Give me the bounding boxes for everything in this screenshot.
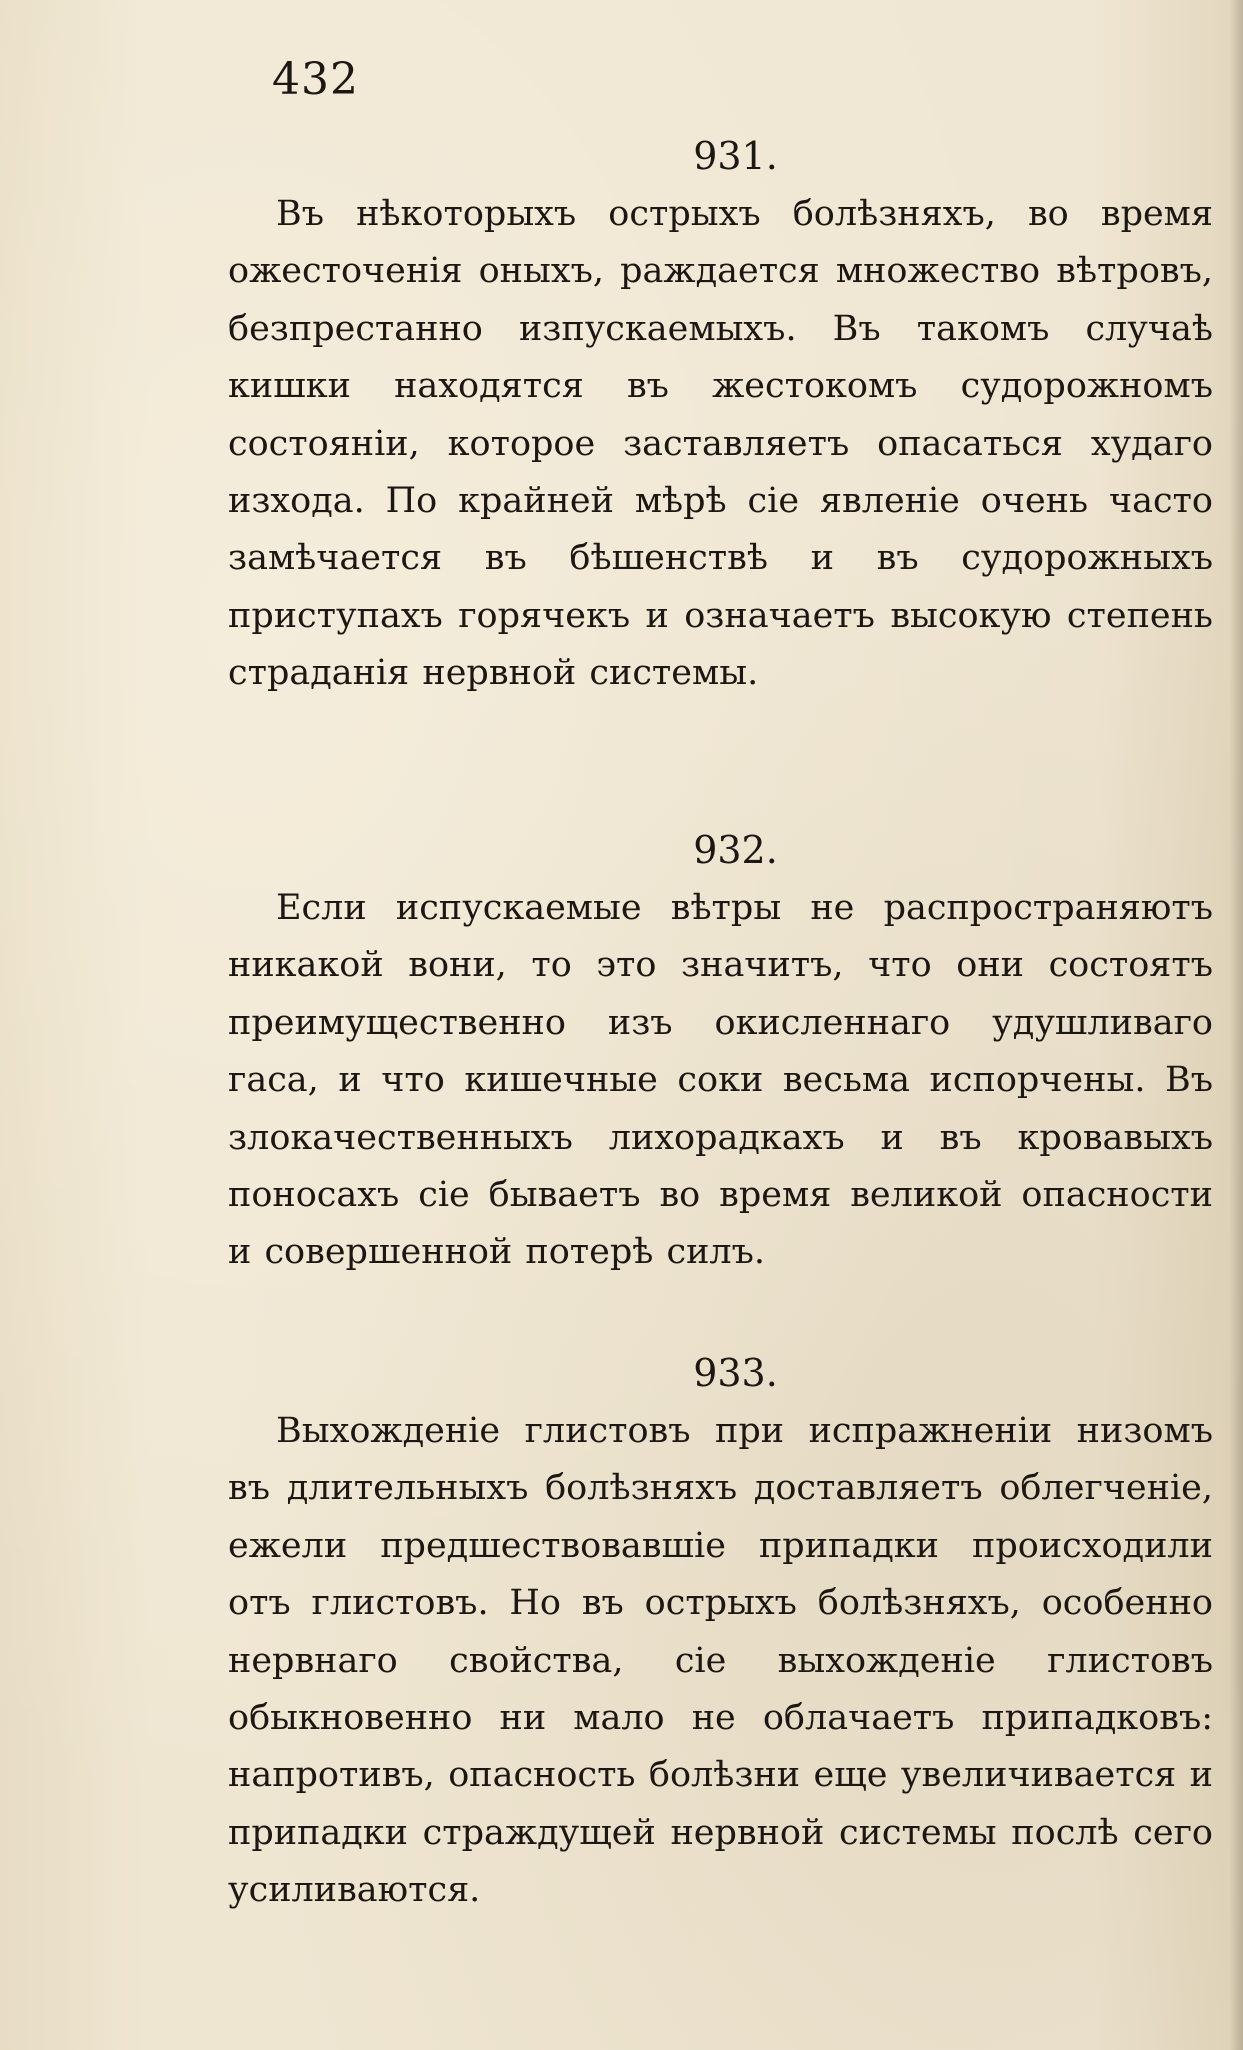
section-number: 933.: [693, 1351, 778, 1395]
section-paragraph: Выхожденіе глистовъ при испражненіи низомъ въ длительныхъ болѣзняхъ доставляетъ облегченіе, ежели предшествовавшіе припадки происходили отъ глистовъ. Но въ острыхъ болѣзняхъ, особенно нервнаго свойства, сіе выхожденіе глистовъ обыкновенно ни мало не облачаетъ припадковъ: напротивъ, опасность болѣзни еще увеличивается и припадки страждущей нервной системы послѣ сего усиливаются.: [228, 1411, 1213, 1911]
section-931: [228, 132, 1213, 703]
section-number: 931.: [693, 134, 778, 178]
page-edge-shadow: [1229, 0, 1243, 2050]
section-paragraph: Въ нѣкоторыхъ острыхъ болѣзняхъ, во время ожесточенія оныхъ, раждается множество вѣтровъ, безпрестанно изпускаемыхъ. Въ такомъ случаѣ кишки находятся въ жестокомъ судорожномъ состояніи, которое заставляетъ опасаться худаго изхода. По крайней мѣрѣ сіе явленіе очень часто замѣчается въ бѣшенствѣ и въ судорожныхъ приступахъ горячекъ и означаетъ высокую степень страданія нервной системы.: [228, 194, 1213, 694]
section-paragraph: Если испускаемые вѣтры не распространяютъ никакой вони, то это значитъ, что они состоятъ преимущественно изъ окисленнаго удушливаго гаса, и что кишечные соки весьма испорчены. Въ злокачественныхъ лихорадкахъ и въ кровавыхъ поносахъ сіе бываетъ во время великой опасности и совершенной потерѣ силъ.: [228, 888, 1213, 1273]
section-number: 932.: [693, 828, 778, 872]
section-932: [228, 826, 1213, 1282]
section-933: [228, 1349, 1213, 1920]
page-number: 432: [272, 54, 359, 105]
